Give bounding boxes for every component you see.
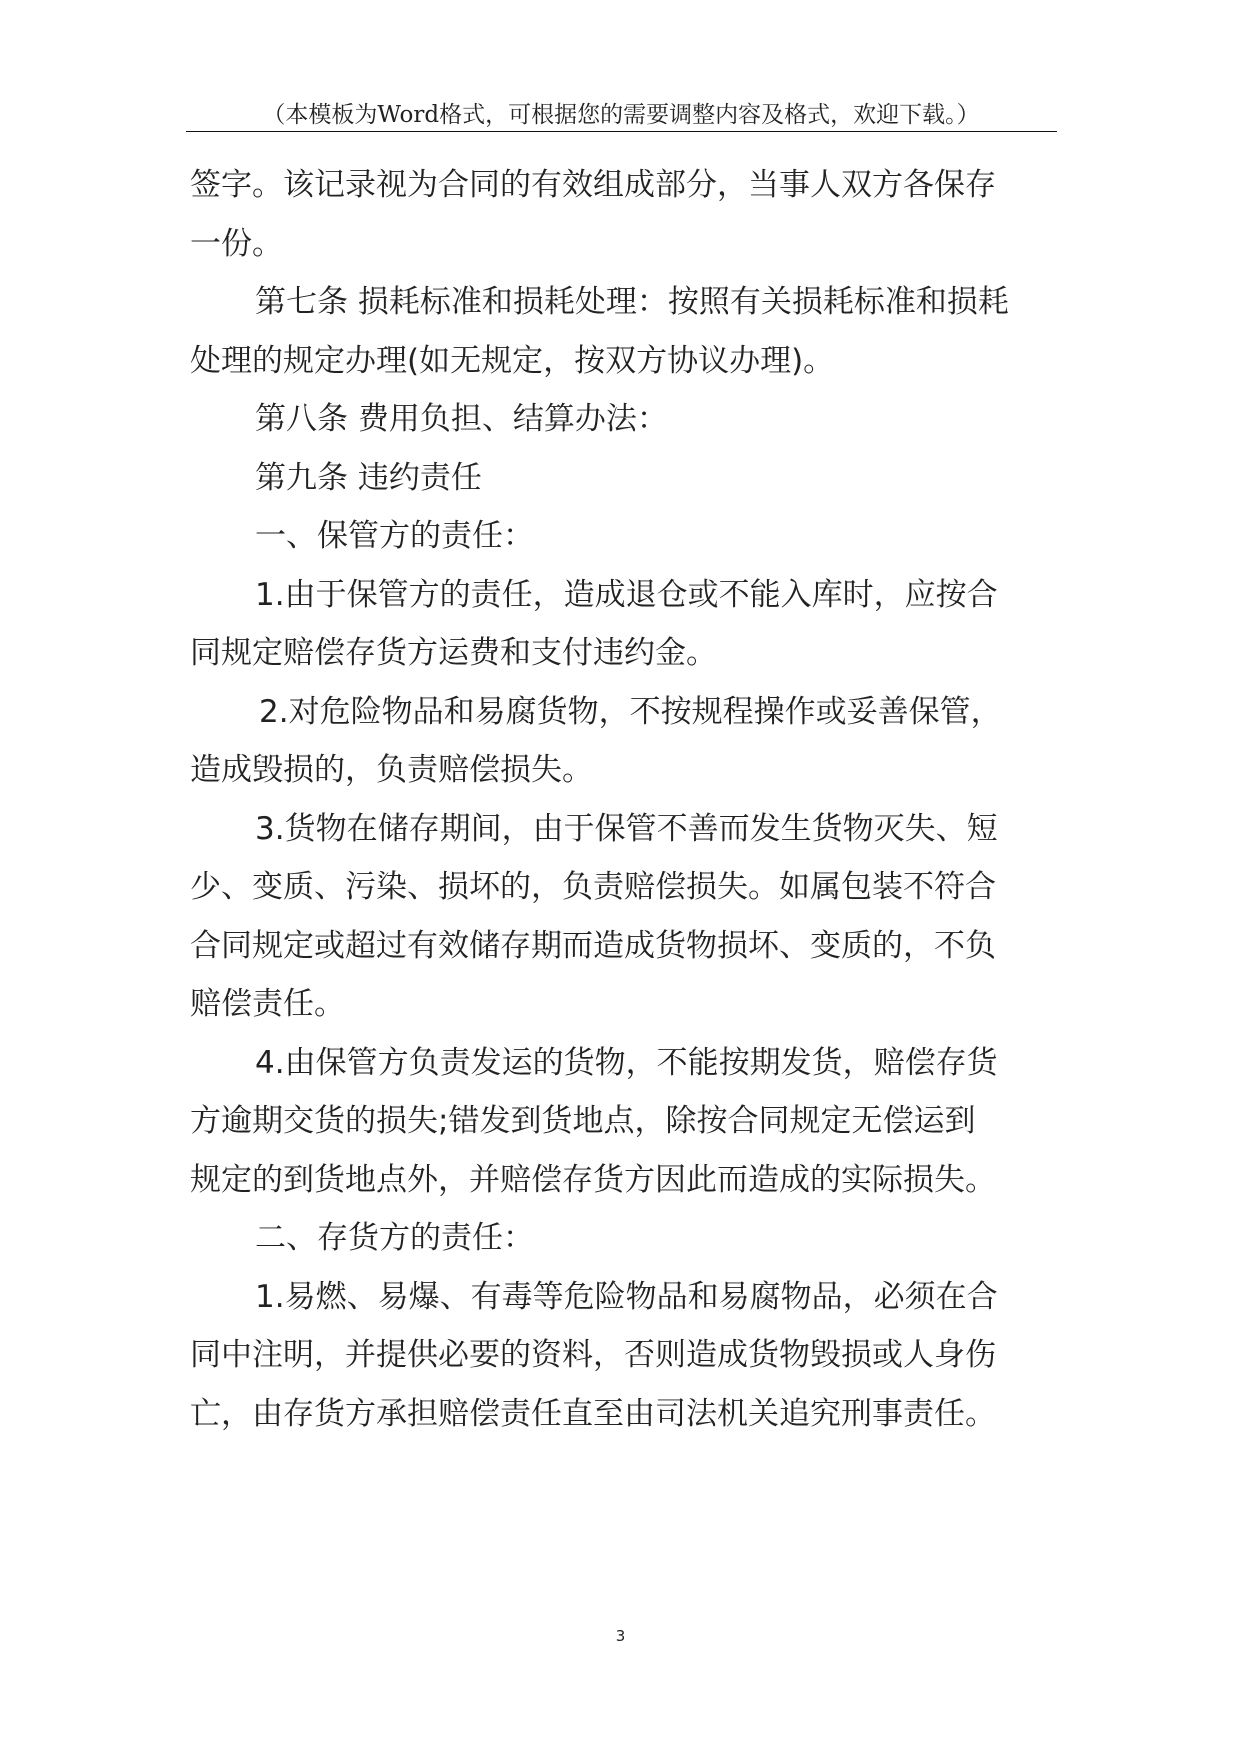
- body-line: 亡，由存货方承担赔偿责任直至由司法机关追究刑事责任。: [190, 1395, 996, 1432]
- section-heading: 一、保管方的责任：: [255, 518, 534, 554]
- body-line: 合同规定或超过有效储存期而造成货物损坏、变质的，不负: [190, 927, 996, 964]
- body-line: 签字。该记录视为合同的有效组成部分，当事人双方各保存: [190, 167, 996, 203]
- section-heading: 二、存货方的责任：: [255, 1220, 534, 1256]
- article-9-heading: 第九条 违约责任: [255, 459, 482, 496]
- body-line: 方逾期交货的损失;错发到货地点，除按合同规定无偿运到: [190, 1103, 976, 1139]
- page-number: 3: [615, 1627, 626, 1645]
- list-item: 4.由保管方负责发运的货物，不能按期发货，赔偿存货: [255, 1044, 998, 1081]
- list-item: 1.易燃、易爆、有毒等危险物品和易腐物品，必须在合: [255, 1278, 998, 1315]
- body-line: 少、变质、污染、损坏的，负责赔偿损失。如属包装不符合: [190, 869, 996, 905]
- header-note: （本模板为Word格式，可根据您的需要调整内容及格式，欢迎下载。）: [262, 102, 980, 128]
- body-line: 同规定赔偿存货方运费和支付违约金。: [190, 635, 717, 671]
- body-line: 同中注明，并提供必要的资料，否则造成货物毁损或人身伤: [190, 1337, 996, 1373]
- body-line: 造成毁损的，负责赔偿损失。: [190, 752, 593, 788]
- body-line: 处理的规定办理(如无规定，按双方协议办理)。: [190, 342, 835, 379]
- article-8-line: 第八条 费用负担、结算办法：: [255, 401, 668, 437]
- header-divider: [186, 131, 1057, 132]
- article-7-line: 第七条 损耗标准和损耗处理：按照有关损耗标准和损耗: [255, 284, 1009, 320]
- body-line: 一份。: [190, 225, 283, 262]
- body-line: 规定的到货地点外，并赔偿存货方因此而造成的实际损失。: [190, 1161, 996, 1198]
- document-body: [190, 156, 1070, 1443]
- body-line: 赔偿责任。: [190, 986, 345, 1022]
- list-item: 1.由于保管方的责任，造成退仓或不能入库时，应按合: [255, 576, 998, 613]
- list-item: 3.货物在储存期间，由于保管不善而发生货物灭失、短: [255, 810, 998, 847]
- list-item: 2.对危险物品和易腐货物，不按规程操作或妥善保管，: [259, 693, 1002, 730]
